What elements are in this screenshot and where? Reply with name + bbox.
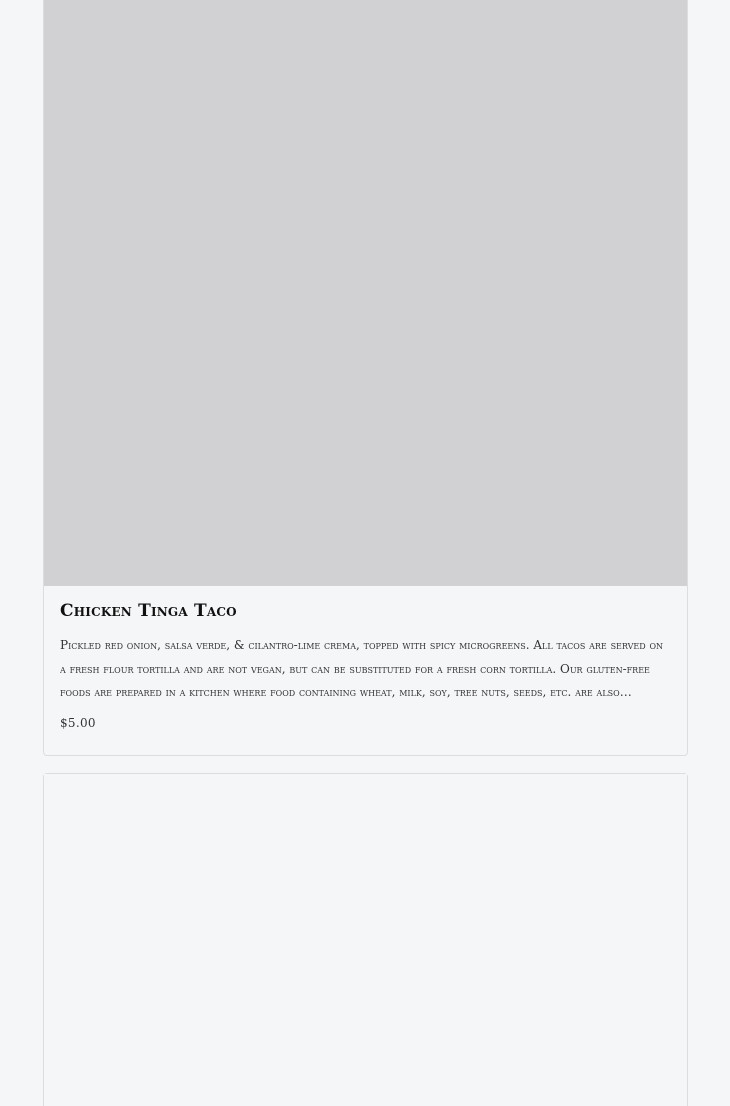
menu-item-card[interactable]	[43, 773, 688, 1106]
menu-item-body	[44, 586, 687, 730]
menu-item-description: Pickled red onion, salsa verde, & cilantro-lime crema, topped with spicy microgreens. All tacos are served on a fresh flour tortilla and are not vegan, but can be substituted for a fresh corn tortilla. Our gluten-free foods are prepared in a kitchen where food containing wheat, milk, soy, tree nuts, seeds, etc. are also	[60, 638, 664, 699]
menu-item-title: Chicken Tinga Taco	[60, 601, 237, 621]
menu-item-image	[44, 0, 687, 586]
menu-item-price: $5.00	[60, 716, 96, 730]
menu-item-card[interactable]	[43, 0, 688, 756]
menu-item-image	[44, 774, 687, 1106]
